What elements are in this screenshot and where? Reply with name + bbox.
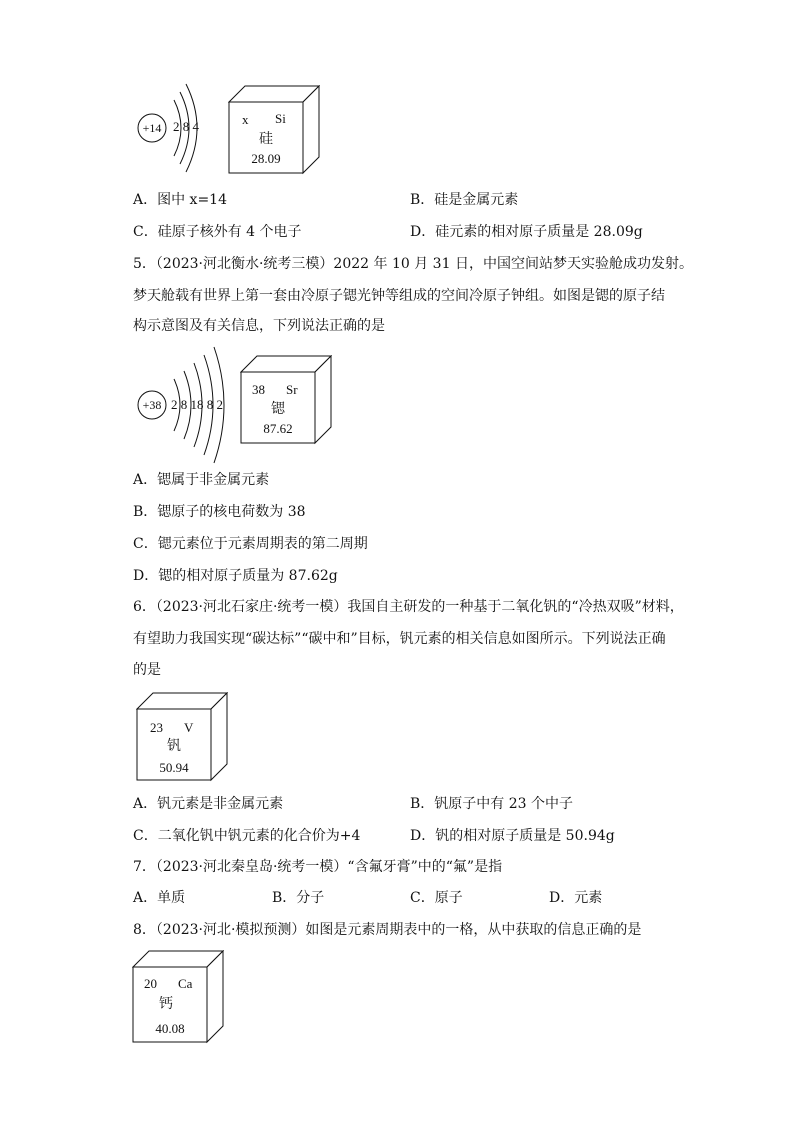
silicon-atom-structure-diagram [130,78,230,178]
option-a[interactable]: A．单质 [133,890,186,906]
option-c[interactable]: C．二氧化钒中钒元素的化合价为+4 [133,828,361,844]
question-6-line-1: 6．（2023·河北石家庄·统考一模）我国自主研发的一种基于二氧化钒的“冷热双吸”材料， [133,599,684,615]
nucleus-charge: +38 [142,398,162,412]
question-7-line: 7．（2023·河北秦皇岛·统考一模）“含氟牙膏”中的“氟”是指 [133,859,503,875]
silicon-element-cell [228,85,320,175]
atomic-mass: 28.09 [251,151,281,166]
element-name: 锶 [271,402,285,417]
question-5-line-3: 构示意图及有关信息，下列说法正确的是 [133,318,385,334]
option-c[interactable]: C．原子 [410,890,463,906]
option-c[interactable]: C．硅原子核外有 4 个电子 [133,224,302,240]
option-a[interactable]: A．钒元素是非金属元素 [133,796,284,812]
nucleus-charge: +14 [142,121,162,135]
electron-shells: 2 8 4 [173,119,199,134]
strontium-element-cell [240,355,332,445]
element-name: 钙 [159,997,173,1012]
option-b[interactable]: B．锶原子的核电荷数为 38 [133,504,306,520]
calcium-element-cell [132,950,224,1045]
atomic-number: 23 [150,720,163,735]
atomic-number: x [242,112,249,127]
element-name: 钒 [167,739,181,754]
option-a[interactable]: A．图中 x=14 [133,192,228,208]
question-6-line-3: 的是 [133,662,161,678]
question-6-line-2: 有望助力我国实现“碳达标”“碳中和”目标，钒元素的相关信息如图所示。下列说法正确 [133,631,666,647]
atomic-number: 20 [144,976,157,991]
question-5-line-2: 梦天舱载有世界上第一套由冷原子锶光钟等组成的空间冷原子钟组。如图是锶的原子结 [133,288,665,304]
question-5-line-1: 5．（2023·河北衡水·统考三模）2022 年 10 月 31 日，中国空间站梦天实验舱成功发射。 [133,256,693,272]
electron-shells: 2 8 18 8 2 [171,397,223,412]
atomic-mass: 40.08 [155,1021,185,1036]
vanadium-element-cell [136,692,228,782]
option-a[interactable]: A．锶属于非金属元素 [133,472,270,488]
option-d[interactable]: D．锶的相对原子质量为 87.62g [133,568,338,584]
option-b[interactable]: B．分子 [272,890,325,906]
element-name: 硅 [259,132,273,147]
atomic-mass: 87.62 [263,421,293,436]
option-d[interactable]: D．钒的相对原子质量是 50.94g [410,828,615,844]
option-d[interactable]: D．元素 [549,890,603,906]
option-d[interactable]: D．硅元素的相对原子质量是 28.09g [410,224,643,240]
question-8-line: 8．（2023·河北·模拟预测）如图是元素周期表中的一格，从中获取的信息正确的是 [133,922,642,938]
element-symbol: V [184,720,194,735]
strontium-atom-structure-diagram [130,345,242,465]
atomic-mass: 50.94 [159,760,189,775]
option-b[interactable]: B．钒原子中有 23 个中子 [410,796,574,812]
element-symbol: Ca [178,976,193,991]
option-b[interactable]: B．硅是金属元素 [410,192,519,208]
option-c[interactable]: C．锶元素位于元素周期表的第二周期 [133,536,368,552]
element-symbol: Sr [286,382,298,397]
atomic-number: 38 [252,382,265,397]
element-symbol: Si [275,111,286,126]
